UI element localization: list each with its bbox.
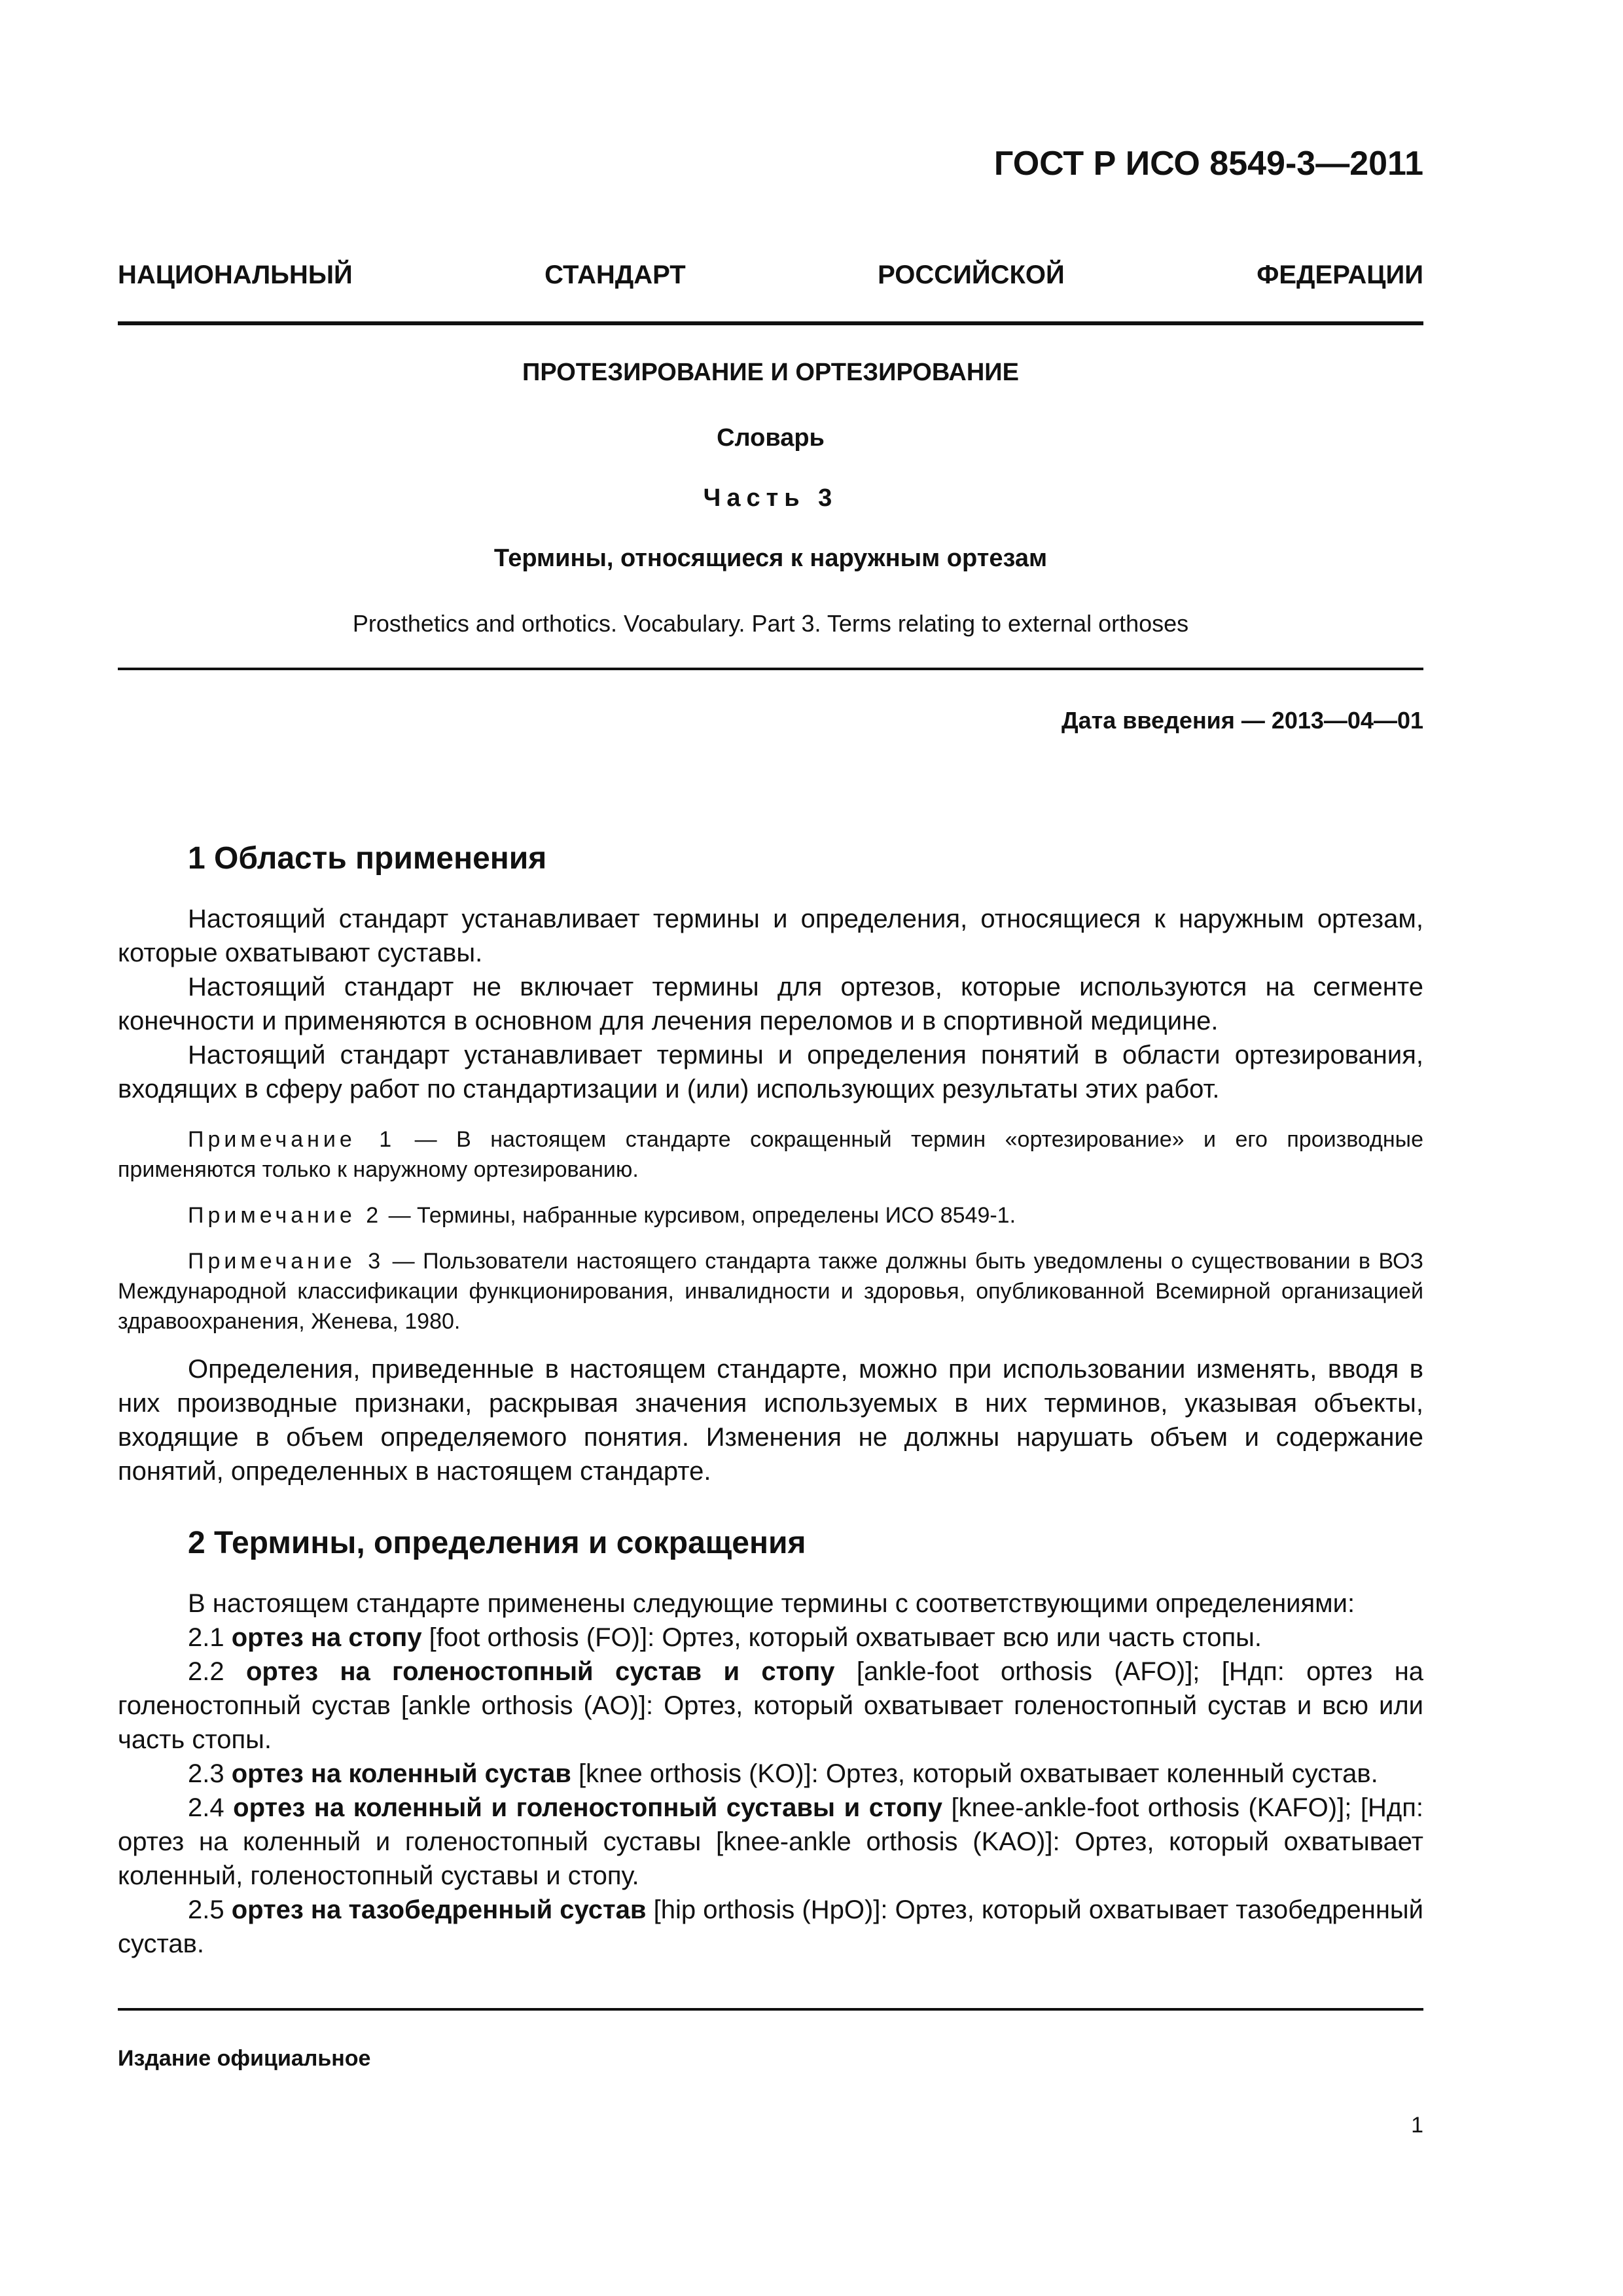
section-1-closing (118, 1352, 1423, 1488)
note-text: — Термины, набранные курсивом, определены ИСО 8549-1. (382, 1203, 1016, 1228)
term-entry (118, 1791, 1423, 1893)
note-2 (118, 1200, 1423, 1230)
top-divider (118, 321, 1423, 325)
term-definition: [ankle-foot orthosis (AFO)]; [Ндп: ортез на голеностопный сустав [ankle orthosis (AO)]: Ортез, который охватывает голеностопный сустав и всю или часть стопы. (118, 1657, 1424, 1754)
title-sub: Словарь (717, 424, 825, 452)
note-1 (118, 1124, 1423, 1185)
paragraph: Настоящий стандарт не включает термины для ортезов, которые используются на сегменте конечности и применяются в основном для лечения переломов и в спортивной медицине. (118, 973, 1423, 1035)
section-1-paragraphs (118, 902, 1423, 1106)
term-definition: [knee orthosis (KO)]: Ортез, который охватывает коленный сустав. (571, 1759, 1378, 1788)
title-divider (118, 668, 1423, 670)
term-name: ортез на тазобедренный сустав (231, 1895, 647, 1924)
banner-word: РОССИЙСКОЙ (878, 260, 1065, 289)
term-entry (118, 1757, 1423, 1791)
section-1-heading: 1 Область применения (188, 841, 547, 876)
note-label: Примечание 3 (188, 1249, 385, 1274)
term-definition: [hip orthosis (HpO)]: Ортез, который охватывает тазобедренный сустав. (118, 1895, 1424, 1958)
note-text: — В настоящем стандарте сокращенный термин «ортезирование» и его производные применяются только к наружному ортезированию. (118, 1127, 1423, 1182)
paragraph: Настоящий стандарт устанавливает термины и определения, относящиеся к наружным ортезам, которые охватывают суставы. (118, 905, 1423, 967)
note-label: Примечание 1 (188, 1127, 396, 1152)
term-number: 2.5 (188, 1895, 232, 1924)
paragraph: Определения, приведенные в настоящем стандарте, можно при использовании изменять, вводя в них производные признаки, раскрывая значения используемых в них терминов, указывая объекты, входящие в объем определяемого понятия. Изменения не должны нарушать объем и содержание понятий, определенных в настоящем стандарте. (118, 1355, 1423, 1486)
title-part: Часть 3 (703, 484, 838, 512)
title-english: Prosthetics and orthotics. Vocabulary. Part 3. Terms relating to external orthoses (352, 610, 1189, 637)
term-entry (118, 1621, 1423, 1655)
term-name: ортез на коленный и голеностопный суставы и стопу (233, 1793, 942, 1822)
term-name: ортез на голеностопный сустав и стопу (245, 1657, 835, 1686)
term-name: ортез на коленный сустав (231, 1759, 571, 1788)
term-number: 2.3 (188, 1759, 232, 1788)
introduction-date: Дата введения — 2013—04—01 (1061, 707, 1423, 734)
term-number: 2.4 (188, 1793, 234, 1822)
banner-word: ФЕДЕРАЦИИ (1257, 260, 1423, 289)
note-label: Примечание 2 (188, 1203, 383, 1228)
term-name: ортез на стопу (231, 1623, 422, 1652)
gost-number: ГОСТ Р ИСО 8549-3—2011 (993, 145, 1423, 183)
note-3 (118, 1246, 1423, 1336)
term-definition: [foot orthosis (FO)]: Ортез, который охватывает всю или часть стопы. (421, 1623, 1262, 1652)
section-2-body (118, 1587, 1423, 1961)
paragraph: В настоящем стандарте применены следующие термины с соответствующими определениями: (188, 1589, 1355, 1618)
note-text: — Пользователи настоящего стандарта также должны быть уведомлены о существовании в ВОЗ Международной классификации функционирования, инвалидности и здоровья, опубликованной Всемирной организацией здравоохранения, Женева, 1980. (118, 1249, 1424, 1334)
title-main: ПРОТЕЗИРОВАНИЕ И ОРТЕЗИРОВАНИЕ (522, 359, 1019, 386)
term-entry (118, 1655, 1423, 1757)
official-edition-label: Издание официальное (118, 2046, 371, 2071)
term-number: 2.2 (188, 1657, 246, 1686)
paragraph: Настоящий стандарт устанавливает термины и определения понятий в области ортезирования, входящих в сферу работ по стандартизации и (или) использующих результаты этих работ. (118, 1041, 1423, 1103)
national-standard-banner (118, 260, 1423, 290)
page-number: 1 (1411, 2113, 1423, 2138)
term-entry (118, 1893, 1423, 1961)
section-2-heading: 2 Термины, определения и сокращения (188, 1526, 806, 1560)
term-number: 2.1 (188, 1623, 232, 1652)
title-subject: Термины, относящиеся к наружным ортезам (493, 545, 1048, 572)
banner-word: НАЦИОНАЛЬНЫЙ (118, 260, 353, 289)
term-definition: [knee-ankle-foot orthosis (KAFO)]; [Ндп: ортез на коленный и голеностопный суставы [knee-ankle orthosis (KAO)]: Ортез, который охватывает коленный, голеностопный суставы и стопу. (118, 1793, 1424, 1890)
banner-word: СТАНДАРТ (544, 260, 686, 289)
footer-divider (118, 2008, 1423, 2011)
